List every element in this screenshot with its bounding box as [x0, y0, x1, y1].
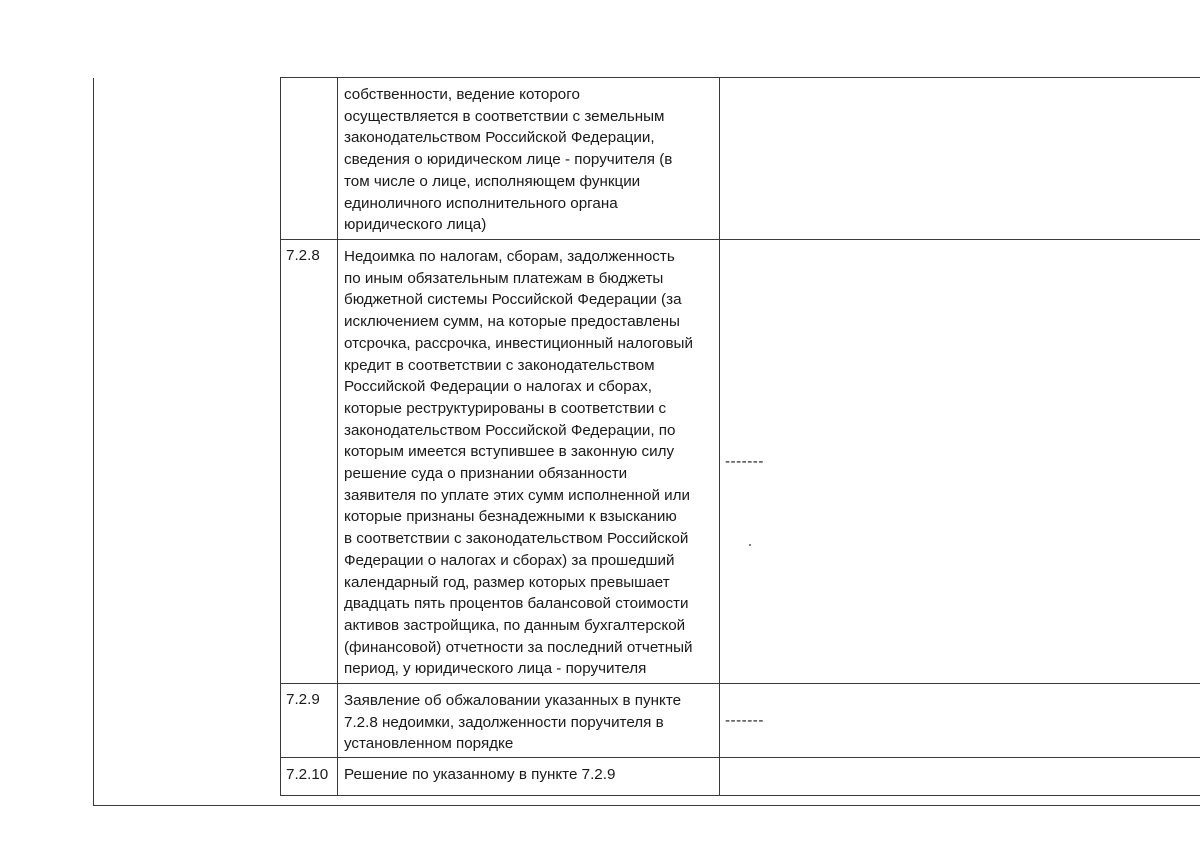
description-line: (финансовой) отчетности за последний отчетный: [344, 638, 693, 656]
item-value-cell: [720, 78, 1200, 240]
item-number: 7.2.8: [286, 247, 320, 264]
description-line: сведения о юридическом лице - поручителя (в: [344, 151, 673, 169]
item-value: -------: [725, 711, 764, 729]
item-number-cell: [281, 684, 338, 758]
table-row: [281, 240, 1200, 684]
table-row: [281, 684, 1200, 758]
table-row: [281, 758, 1200, 796]
table-row: [281, 78, 1200, 240]
item-value-cell: [720, 758, 1200, 796]
item-value-cell: [720, 240, 1200, 684]
description-line: 7.2.8 недоимки, задолженности поручителя в: [344, 713, 664, 731]
description-line: в соответствии с законодательством Российской: [344, 530, 689, 548]
description-line: установленном порядке: [344, 735, 514, 753]
form-left-border: [93, 78, 94, 805]
item-number-cell: [281, 240, 338, 684]
description-line: отсрочка, рассрочка, инвестиционный налоговый: [344, 334, 693, 352]
description-line: решение суда о признании обязанности: [344, 465, 628, 483]
description-line: кредит в соответствии с законодательством: [344, 356, 655, 374]
item-description-cell: [338, 758, 720, 796]
description-line: исключением сумм, на которые предоставлены: [344, 313, 680, 331]
item-number: 7.2.10: [286, 766, 329, 783]
scan-speck: [749, 544, 751, 546]
description-line: Российской Федерации о налогах и сборах,: [344, 378, 652, 396]
description-line: собственности, ведение которого: [344, 86, 580, 103]
requirements-table: [280, 77, 1200, 796]
item-number: 7.2.9: [286, 691, 320, 708]
description-line: которые реструктурированы в соответствии с: [344, 399, 667, 417]
form-bottom-border: [93, 805, 1200, 806]
description-line: осуществляется в соответствии с земельным: [344, 107, 665, 125]
description-line: законодательством Российской Федерации, по: [344, 421, 676, 439]
description-line: активов застройщика, по данным бухгалтерской: [344, 616, 686, 634]
description-line: том числе о лице, исполняющем функции: [344, 172, 641, 190]
description-line: юридического лица): [344, 216, 487, 234]
description-line: заявителя по уплате этих сумм исполненной или: [344, 486, 691, 504]
description-line: календарный год, размер которых превышает: [344, 573, 670, 591]
description-line: законодательством Российской Федерации,: [344, 129, 655, 147]
description-line: двадцать пять процентов балансовой стоимости: [344, 595, 689, 613]
item-value: -------: [725, 452, 764, 470]
item-description-cell: [338, 240, 720, 684]
description-line: бюджетной системы Российской Федерации (за: [344, 291, 682, 309]
item-description-cell: [338, 78, 720, 240]
description-line: единоличного исполнительного органа: [344, 194, 618, 212]
description-line: Заявление об обжаловании указанных в пункте: [344, 692, 682, 709]
description-line: период, у юридического лица - поручителя: [344, 660, 647, 678]
item-value-cell: [720, 684, 1200, 758]
description-line: Федерации о налогах и сборах) за прошедший: [344, 551, 675, 569]
description-line: по иным обязательным платежам в бюджеты: [344, 269, 664, 287]
item-number-cell: [281, 758, 338, 796]
description-line: Решение по указанному в пункте 7.2.9: [344, 766, 616, 783]
item-description-cell: [338, 684, 720, 758]
description-line: которым имеется вступившее в законную силу: [344, 443, 675, 461]
item-number-cell: [281, 78, 338, 240]
description-line: которые признаны безнадежными к взысканию: [344, 508, 677, 526]
description-line: Недоимка по налогам, сборам, задолженность: [344, 248, 675, 265]
